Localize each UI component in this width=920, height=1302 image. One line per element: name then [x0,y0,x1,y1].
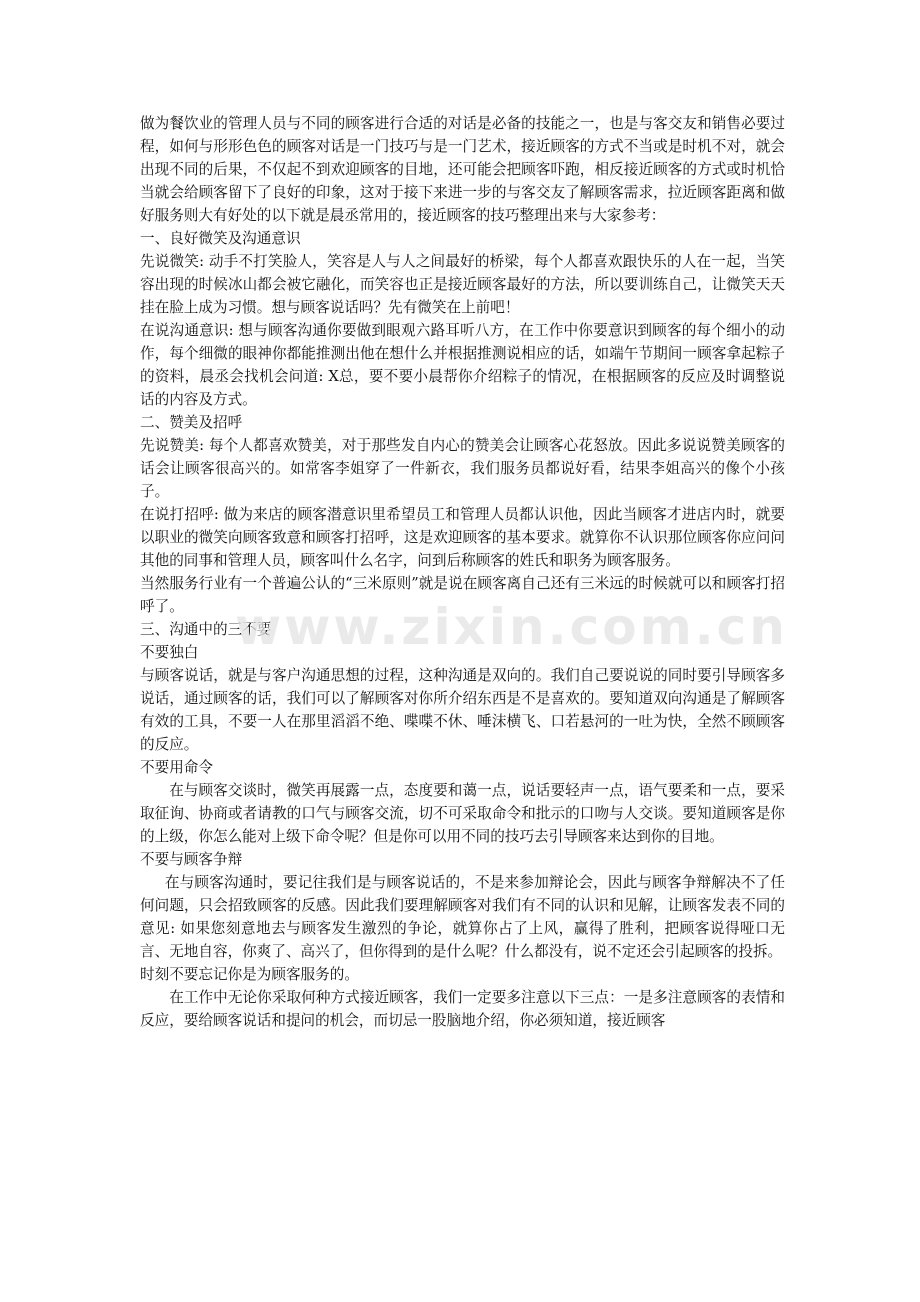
paragraph-closing: 在工作中无论你采取何种方式接近顾客，我们一定要多注意以下三点：一是多注意顾客的表情和反应，要给顾客说话和提问的机会，而切忌一股脑地介绍，你必须知道，接近顾客 [140,989,785,1029]
paragraph-no-arguing: 在与顾客沟通时，要记往我们是与顾客说话的，不是来参加辩论会，因此与顾客争辩解决不了任何问题，只会招致顾客的反感。因此我们要理解顾客对我们有不同的认识和见解，让顾客发表不同的意见: 如果您刻意地去与顾客发生激烈的争论，就算你占了上风，赢得了胜利，把顾客说得哑口无言、无地自容，你爽了、高兴了，但你得到的是什么呢？什么都没有，说不定还会引起顾客的投拆。 [140,874,785,960]
paragraph-communication-awareness: 在说沟通意识: 想与顾客沟通你要做到眼观六路耳听八方，在工作中你要意识到顾客的每个细小的动作，每个细微的眼神你都能推测出他在想什么并根据推测说相应的话，如端午节期间一顾客拿起粽子的资料，晨丞会找机会问道: X总，要不要小晨帮你介绍粽子的情况，在根据顾客的反应及时调整说话的内容及方式。 [140,322,785,408]
subheading-serve-customer: 时刻不要忘记你是为顾客服务的。 [140,966,359,983]
paragraph-praise: 先说赞美: 每个人都喜欢赞美，对于那些发自内心的赞美会让顾客心花怒放。因此多说说赞美顾客的话会让顾客很高兴的。如常客李姐穿了一件新衣，我们服务员都说好看，结果李姐高兴的像个小孩子。 [140,437,785,500]
paragraph-no-commands: 在与顾客交谈时，微笑再展露一点，态度要和蔼一点，说话要轻声一点，语气要柔和一点，要采取征询、协商或者请教的口气与顾客交流，切不可采取命令和批示的口吻与人交谈。要知道顾客是你的上级，你怎么能对上级下命令呢？但是你可以用不同的技巧去引导顾客来达到你的目地。 [140,782,785,845]
section-heading-smile-communication: 一、良好微笑及沟通意识 [140,230,301,247]
subheading-no-commands: 不要用命令 [140,759,213,776]
paragraph-three-meter-rule: 当然服务行业有一个普遍公认的“三米原则”就是说在顾客离自己还有三米远的时候就可以和顾客打招呼了。 [140,575,785,615]
intro-paragraph: 做为餐饮业的管理人员与不同的顾客进行合适的对话是必备的技能之一，也是与客交友和销售必要过程，如何与形形色色的顾客对话是一门技巧与是一门艺术，接近顾客的方式不当或是时机不对，就会出现不同的后果，不仅起不到欢迎顾客的目地，还可能会把顾客吓跑，相反接近顾客的方式或时机恰当就会给顾客留下了良好的印象，这对于接下来进一步的与客交友了解顾客需求，拉近顾客距离和做好服务则大有好处的以下就是晨丞常用的，接近顾客的技巧整理出来与大家参考： [140,115,785,224]
subheading-no-arguing: 不要与顾客争辩 [140,851,243,868]
paragraph-greeting: 在说打招呼: 做为来店的顾客潜意识里希望员工和管理人员都认识他，因此当顾客才进店内时，就要以职业的微笑向顾客致意和顾客打招呼，这是欢迎顾客的基本要求。就算你不认识那位顾客你应问问其他的同事和管理人员，顾客叫什么名字，问到后称顾客的姓氏和职务为顾客服务。 [140,506,785,569]
paragraph-smile: 先说微笑: 动手不打笑脸人，笑容是人与人之间最好的桥梁，每个人都喜欢跟快乐的人在一起，当笑容出现的时候冰山都会被它融化，而笑容也正是接近顾客最好的方法，所以要训练自己，让微笑天天挂在脸上成为习惯。想与顾客说话吗？先有微笑在上前吧！ [140,253,785,316]
section-heading-praise-greeting: 二、赞美及招呼 [140,414,243,431]
section-heading-three-donts: 三、沟通中的三不要 [140,621,272,638]
watermark: www.zixin.com.cn [235,598,788,656]
document-body [140,112,785,1032]
paragraph-no-monologue: 与顾客说话，就是与客户沟通思想的过程，这种沟通是双向的。我们自己要说说的同时要引导顾客多说话，通过顾客的话，我们可以了解顾客对你所介绍东西是不是喜欢的。要知道双向沟通是了解顾客有效的工具，不要一人在那里滔滔不绝、喋喋不休、唾沫横飞、口若悬河的一吐为快，全然不顾顾客的反应。 [140,667,785,753]
subheading-no-monologue: 不要独白 [140,644,199,661]
